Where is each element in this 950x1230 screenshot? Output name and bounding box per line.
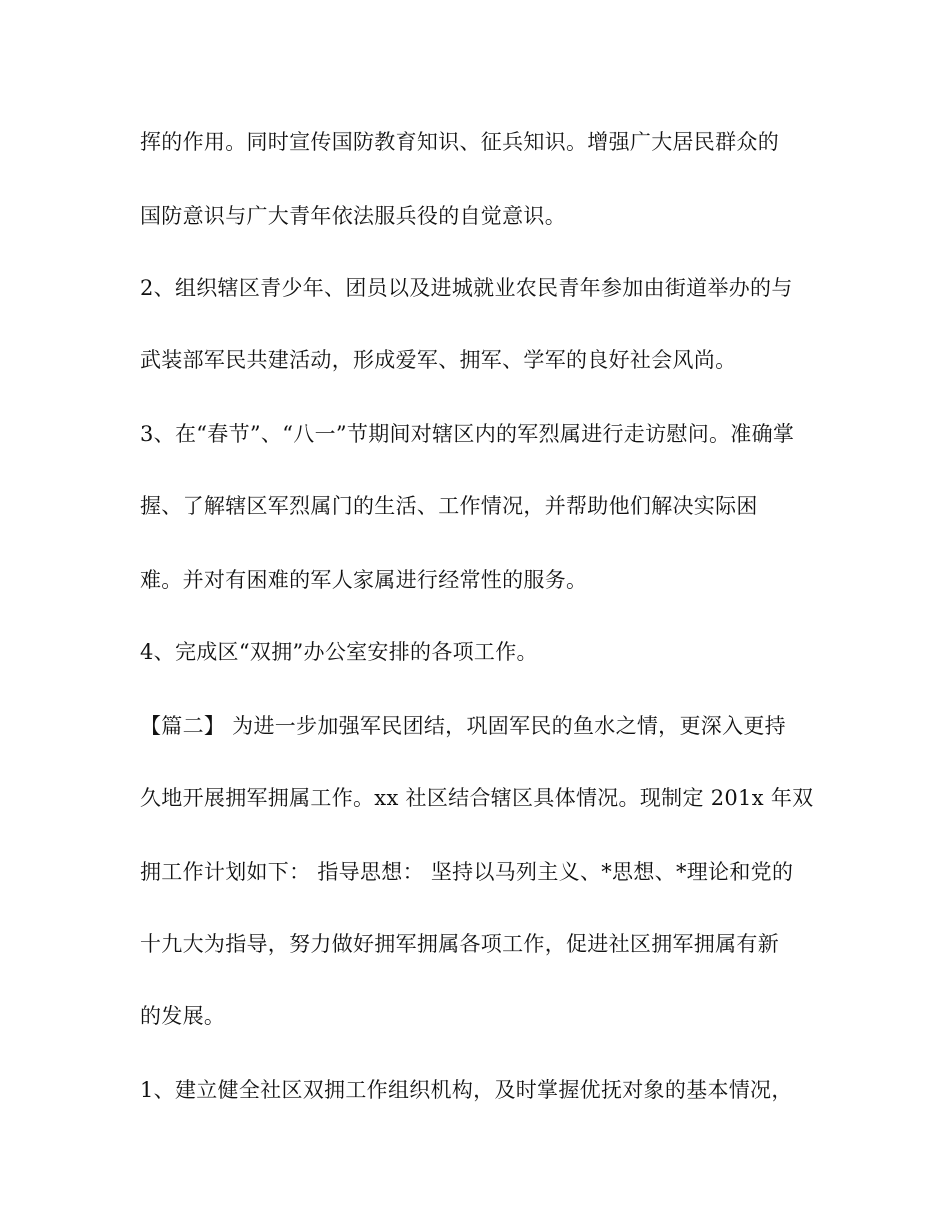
text-line: 3、在“春节”、“八一”节期间对辖区内的军烈属进行走访慰问。准确掌 xyxy=(140,422,795,446)
text-line: 挥的作用。同时宣传国防教育知识、征兵知识。增强广大居民群众的 xyxy=(140,130,779,154)
text-line: 久地开展拥军拥属工作。xx 社区结合辖区具体情况。现制定 201x 年双 xyxy=(140,786,814,810)
text-line: 的发展。 xyxy=(140,1004,226,1028)
text-line: 2、组织辖区青少年、团员以及进城就业农民青年参加由街道举办的与 xyxy=(140,276,793,300)
text-line: 国防意识与广大青年依法服兵役的自觉意识。 xyxy=(140,204,566,228)
text-line: 难。并对有困难的军人家属进行经常性的服务。 xyxy=(140,568,588,592)
text-line: 十九大为指导，努力做好拥军拥属各项工作，促进社区拥军拥属有新 xyxy=(140,932,779,956)
text-line: 拥工作计划如下： 指导思想： 坚持以马列主义、*思想、*理论和党的 xyxy=(140,860,794,884)
text-line: 武装部军民共建活动，形成爱军、拥军、学军的良好社会风尚。 xyxy=(140,348,737,372)
text-line: 握、了解辖区军烈属门的生活、工作情况，并帮助他们解决实际困 xyxy=(140,494,758,518)
text-line: 4、完成区“双拥”办公室安排的各项工作。 xyxy=(140,640,538,664)
text-line: 1、建立健全社区双拥工作组织机构，及时掌握优抚对象的基本情况， xyxy=(140,1078,793,1102)
text-line: 【篇二】 为进一步加强军民团结，巩固军民的鱼水之情，更深入更持 xyxy=(140,714,786,738)
